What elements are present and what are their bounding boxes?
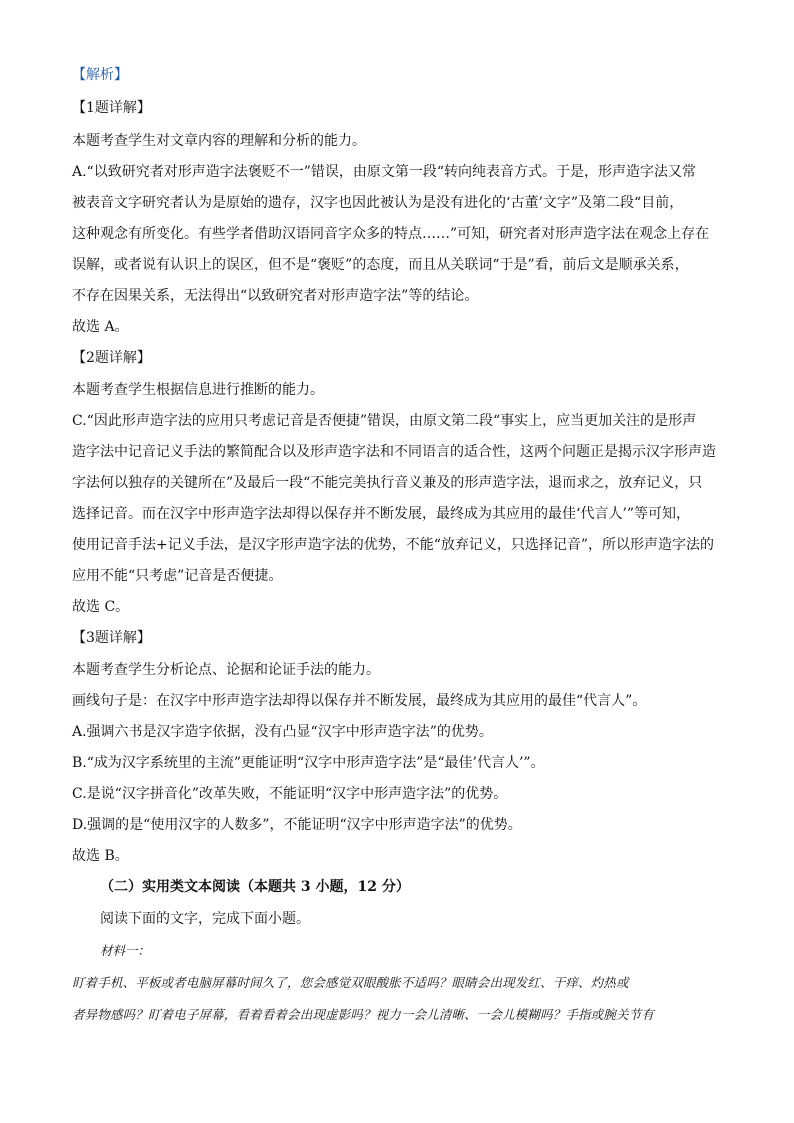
q3-answer: 故选 B。	[72, 848, 129, 864]
material-label: 材料一：	[100, 943, 151, 958]
q2-line-7: 应用不能“只考虑”记音是否便捷。	[72, 568, 283, 584]
material-line-2: 者异物感吗？盯着电子屏幕，看着看着会出现虚影吗？视力一会儿清晰、一会儿模糊吗？手指或腕关节有	[72, 1007, 654, 1022]
analysis-heading: 【解析】	[72, 67, 128, 83]
q3-option-b: B.“成为汉字系统里的主流”更能证明“汉字中形声造字法”是“最佳’代言人’”。	[72, 755, 545, 771]
q1-line-5: 误解，或者说有认识上的误区，但不是“褒贬”的态度，而且从关联词“于是”看，前后文是顺承关系，	[72, 257, 689, 273]
q3-heading: 【3题详解】	[72, 630, 151, 646]
q2-heading: 【2题详解】	[72, 350, 151, 366]
q1-line-4: 这种观念有所变化。有些学者借助汉语同音字众多的特点……”可知，研究者对形声造字法在观念上存在	[72, 226, 710, 242]
q1-answer: 故选 A。	[72, 319, 129, 335]
q3-option-d: D.强调的是“使用汉字的人数多”，不能证明“汉字中形声造字法”的优势。	[72, 817, 522, 833]
q2-line-4: 字法何以独存的关键所在”及最后一段“不能完美执行音义兼及的形声造字法，退而求之，放弃记义，只	[72, 475, 703, 491]
q2-answer: 故选 C。	[72, 599, 130, 615]
section-title: （二）实用类文本阅读（本题共 3 小题，12 分）	[100, 879, 410, 895]
q1-heading: 【1题详解】	[72, 100, 151, 116]
q3-option-a: A.强调六书是汉字造字依据，没有凸显“汉字中形声造字法”的优势。	[72, 724, 493, 740]
q3-line-2: 画线句子是：在汉字中形声造字法却得以保存并不断发展，最终成为其应用的最佳“代言人”。	[72, 693, 647, 709]
q1-line-2: A.“以致研究者对形声造字法褒贬不一”错误，由原文第一段“转向纯表音方式。于是，形声造字法又常	[72, 164, 697, 180]
material-line-1: 盯着手机、平板或者电脑屏幕时间久了，您会感觉双眼酸胀不适吗？眼睛会出现发红、干痒、灼热或	[72, 975, 629, 990]
q3-option-c: C.是说“汉字拼音化”改革失败，不能证明“汉字中形声造字法”的优势。	[72, 786, 508, 802]
q2-line-2: C.“因此形声造字法的应用只考虑记音是否便捷”错误，由原文第二段“事实上，应当更加关注的是形声	[72, 413, 697, 429]
q2-line-6: 使用记音手法+记义手法，是汉字形声造字法的优势，不能“放弃记义，只选择记音”，所以形声造字法的	[72, 537, 715, 553]
q1-line-3: 被表音文字研究者认为是原始的遗存，汉字也因此被认为是没有进化的‘古董’文字”及第二段“目前，	[72, 195, 684, 211]
q1-line-1: 本题考查学生对文章内容的理解和分析的能力。	[72, 133, 366, 149]
section-instruction: 阅读下面的文字，完成下面小题。	[100, 911, 310, 927]
q2-line-1: 本题考查学生根据信息进行推断的能力。	[72, 382, 324, 398]
q1-line-6: 不存在因果关系，无法得出“以致研究者对形声造字法”等的结论。	[72, 288, 479, 304]
q2-line-5: 选择记音。而在汉字中形声造字法却得以保存并不断发展，最终成为其应用的最佳‘代言人’”等可知，	[72, 506, 691, 522]
q2-line-3: 造字法中记音记义手法的繁简配合以及形声造字法和不同语言的适合性，这两个问题正是揭示汉字形声造	[72, 444, 716, 460]
q3-line-1: 本题考查学生分析论点、论据和论证手法的能力。	[72, 662, 380, 678]
